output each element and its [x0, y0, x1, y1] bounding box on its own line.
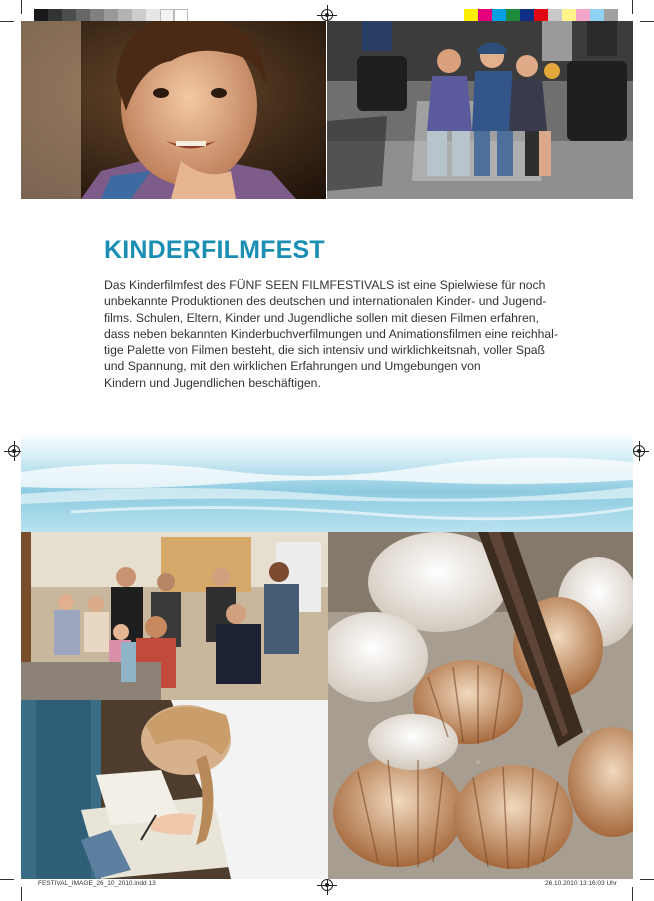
crop-mark	[632, 0, 633, 14]
registration-mark-top	[321, 9, 333, 21]
body-line: films. Schulen, Eltern, Kinder und Jugendliche sollen mit diesen Filmen erfahren,	[104, 310, 539, 325]
crop-mark	[640, 879, 654, 880]
photo-girl-drawing	[21, 700, 328, 879]
photo-crowd-children	[21, 532, 328, 700]
crop-mark	[632, 887, 633, 901]
body-line: Kindern und Jugendlichen beschäftigen.	[104, 375, 321, 390]
photo-smiling-boy	[21, 21, 326, 199]
crop-mark	[21, 0, 22, 14]
crop-mark	[21, 887, 22, 901]
crop-mark	[640, 21, 654, 22]
body-line: unbekannte Produktionen des deutschen und internationalen Kinder- und Jugend-	[104, 294, 547, 309]
article-body	[104, 277, 564, 391]
body-line: und Spannung, mit den wirklichen Erfahrungen und Umgebungen von	[104, 359, 481, 374]
photo-seashells	[328, 532, 633, 879]
article-title: KINDERFILMFEST	[104, 236, 325, 264]
registration-mark-bottom	[321, 879, 333, 891]
print-slug-timestamp: 26.10.2010 13:16:03 Uhr	[545, 880, 617, 887]
water-wave-band	[21, 432, 633, 532]
registration-mark-left	[8, 445, 20, 457]
body-line: dass neben bekannten Kinderbuchverfilmungen und Animationsfilmen eine reichhal-	[104, 326, 558, 341]
photo-family-on-loungers	[327, 21, 633, 199]
registration-mark-right	[633, 445, 645, 457]
crop-mark	[0, 21, 14, 22]
body-line: Das Kinderfilmfest des FÜNF SEEN FILMFESTIVALS ist eine Spielwiese für noch	[104, 278, 546, 292]
crop-mark	[0, 879, 14, 880]
body-line: tige Palette von Filmen besteht, die sich intensiv und wirklichkeitsnah, voller Spaß	[104, 343, 545, 358]
print-slug-file: FESTIVAL_IMAGE_26_10_2010.indd 13	[38, 880, 156, 887]
